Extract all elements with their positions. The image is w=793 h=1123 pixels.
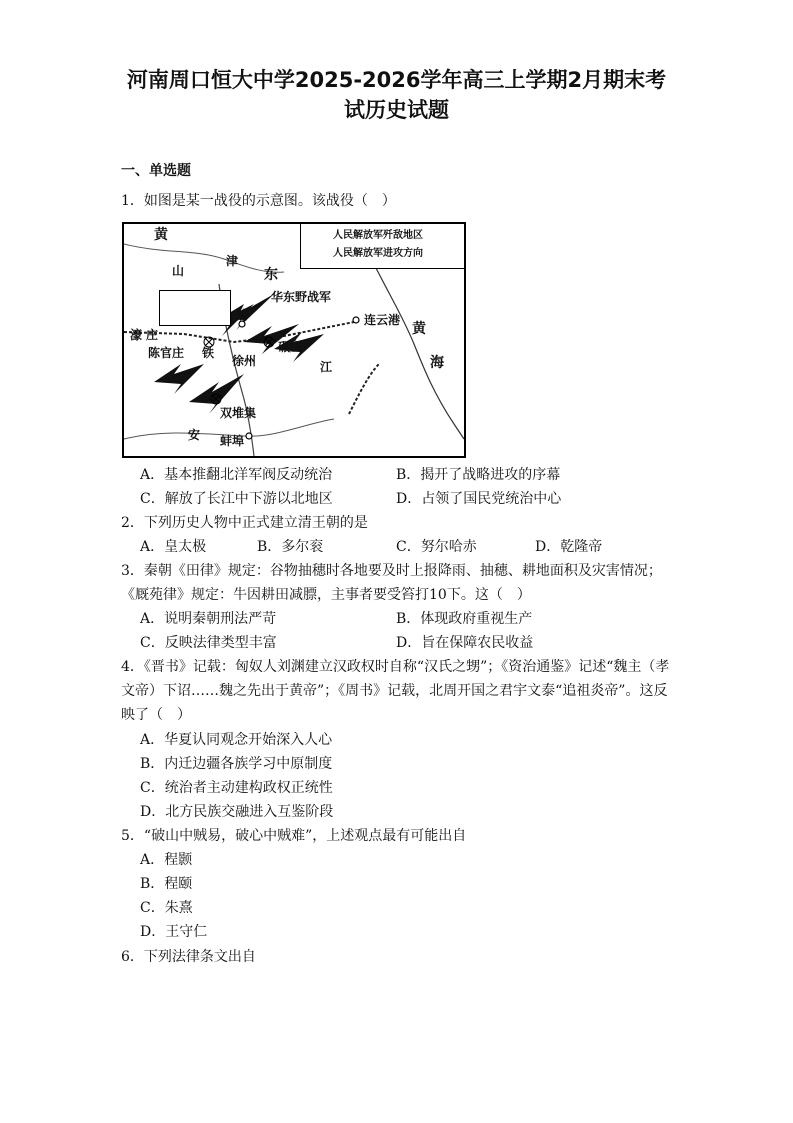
q5-option-c: C．朱熹 — [140, 900, 193, 916]
legend-direction-label: 人民解放军进攻方向 — [333, 248, 423, 259]
river-north — [124, 244, 284, 272]
city-lianyungang-dot — [353, 317, 359, 323]
q6-stem: 6．下列法律条文出自 — [121, 949, 256, 965]
map-label-chenguanzhuang: 陈官庄 — [148, 346, 185, 360]
q5-option-b: B．程颐 — [140, 876, 193, 892]
q1-option-c: C．解放了长江中下游以北地区 — [140, 491, 333, 507]
coastline — [374, 264, 464, 439]
map-label-huang2: 黄 — [412, 321, 426, 337]
q5-option-d: D．王守仁 — [140, 924, 208, 940]
q1-option-d: D．占领了国民党统治中心 — [396, 491, 562, 507]
map-legend — [300, 224, 466, 269]
q2-option-b: B．多尔衮 — [257, 539, 324, 555]
railway-east — [349, 364, 379, 414]
map-label-jiang: 江 — [320, 360, 333, 374]
q3-option-c: C．反映法律类型丰富 — [140, 635, 277, 651]
section-heading: 一、单选题 — [121, 163, 191, 179]
map-label-shan: 山 — [172, 264, 185, 278]
map-label-hao: 濠 — [130, 328, 143, 342]
map-label-pu: 浦 — [236, 308, 249, 322]
q2-option-d: D．乾隆帝 — [535, 539, 603, 555]
map-label-bengbu: 蚌埠 — [220, 434, 245, 448]
map-label-nianzhuang: 碾庄 — [278, 340, 303, 354]
q1-stem: 1．如图是某一战役的示意图。该战役（ ） — [121, 193, 396, 209]
map-label-huang: 黄 — [154, 227, 168, 243]
q4-option-d: D．北方民族交融进入互鉴阶段 — [140, 804, 334, 820]
q5-stem: 5．“破山中贼易，破心中贼难”，上述观点最有可能出自 — [121, 828, 467, 844]
map-label-lianyungang: 连云港 — [364, 313, 401, 327]
document-title-line2: 试历史试题 — [344, 98, 449, 122]
blank-answer-box — [159, 290, 231, 326]
q1-option-a: A．基本推翻北洋军阀反动统治 — [140, 467, 333, 483]
q4-option-a: A．华夏认同观念开始深入人心 — [140, 732, 333, 748]
q5-option-a: A．程颢 — [140, 852, 193, 868]
document-title-line1: 河南周口恒大中学2025-2026学年高三上学期2月期末考 — [126, 68, 667, 92]
q2-option-a: A．皇太极 — [140, 539, 207, 555]
map-label-jin: 津 — [226, 254, 239, 268]
map-label-tie: 铁 — [202, 346, 215, 360]
legend-enemy-label: 人民解放军歼敌地区 — [333, 230, 423, 241]
q4-stem-line1: 4．《晋书》记载：匈奴人刘渊建立汉政权时自称“汉氏之甥”；《资治通鉴》记述“魏主（孝 — [121, 659, 670, 675]
map-label-xuzhou: 徐州 — [232, 354, 257, 368]
q4-option-b: B．内迁边疆各族学习中原制度 — [140, 756, 333, 772]
battle-map — [122, 222, 466, 458]
map-label-an: 安 — [188, 428, 201, 442]
q3-option-d: D．旨在保障农民收益 — [396, 635, 534, 651]
q4-option-c: C．统治者主动建构政权正统性 — [140, 780, 333, 796]
q3-option-b: B．体现政府重视生产 — [396, 611, 533, 627]
q2-option-c: C．努尔哈赤 — [396, 539, 477, 555]
map-label-army: 华东野战军 — [271, 290, 332, 304]
city-bengbu-dot — [246, 433, 252, 439]
attack-arrow-3 — [154, 364, 204, 394]
q4-stem-line3: 映了（ ） — [121, 707, 191, 723]
q3-option-a: A．说明秦朝刑法严苛 — [140, 611, 277, 627]
q2-stem: 2．下列历史人物中正式建立清王朝的是 — [121, 515, 368, 531]
enemy-markers — [204, 337, 274, 404]
q4-stem-line2: 文帝）下诏……魏之先出于黄帝”；《周书》记载，北周开国之君宇文泰“追祖炎帝”。这反 — [121, 683, 668, 699]
map-label-zhuang: 庄 — [146, 328, 159, 342]
q3-stem-line1: 3．秦朝《田律》规定：谷物抽穗时各地要及时上报降雨、抽穗、耕地面积及灾害情况； — [121, 563, 662, 579]
q3-stem-line2: 《厩苑律》规定：牛因耕田减膘，主事者要受笞打10下。这（ ） — [121, 587, 531, 603]
map-label-shuangduiji: 双堆集 — [220, 406, 257, 420]
map-label-dong: 东 — [264, 267, 278, 283]
map-label-hai: 海 — [430, 355, 444, 371]
q1-option-b: B．揭开了战略进攻的序幕 — [396, 467, 561, 483]
